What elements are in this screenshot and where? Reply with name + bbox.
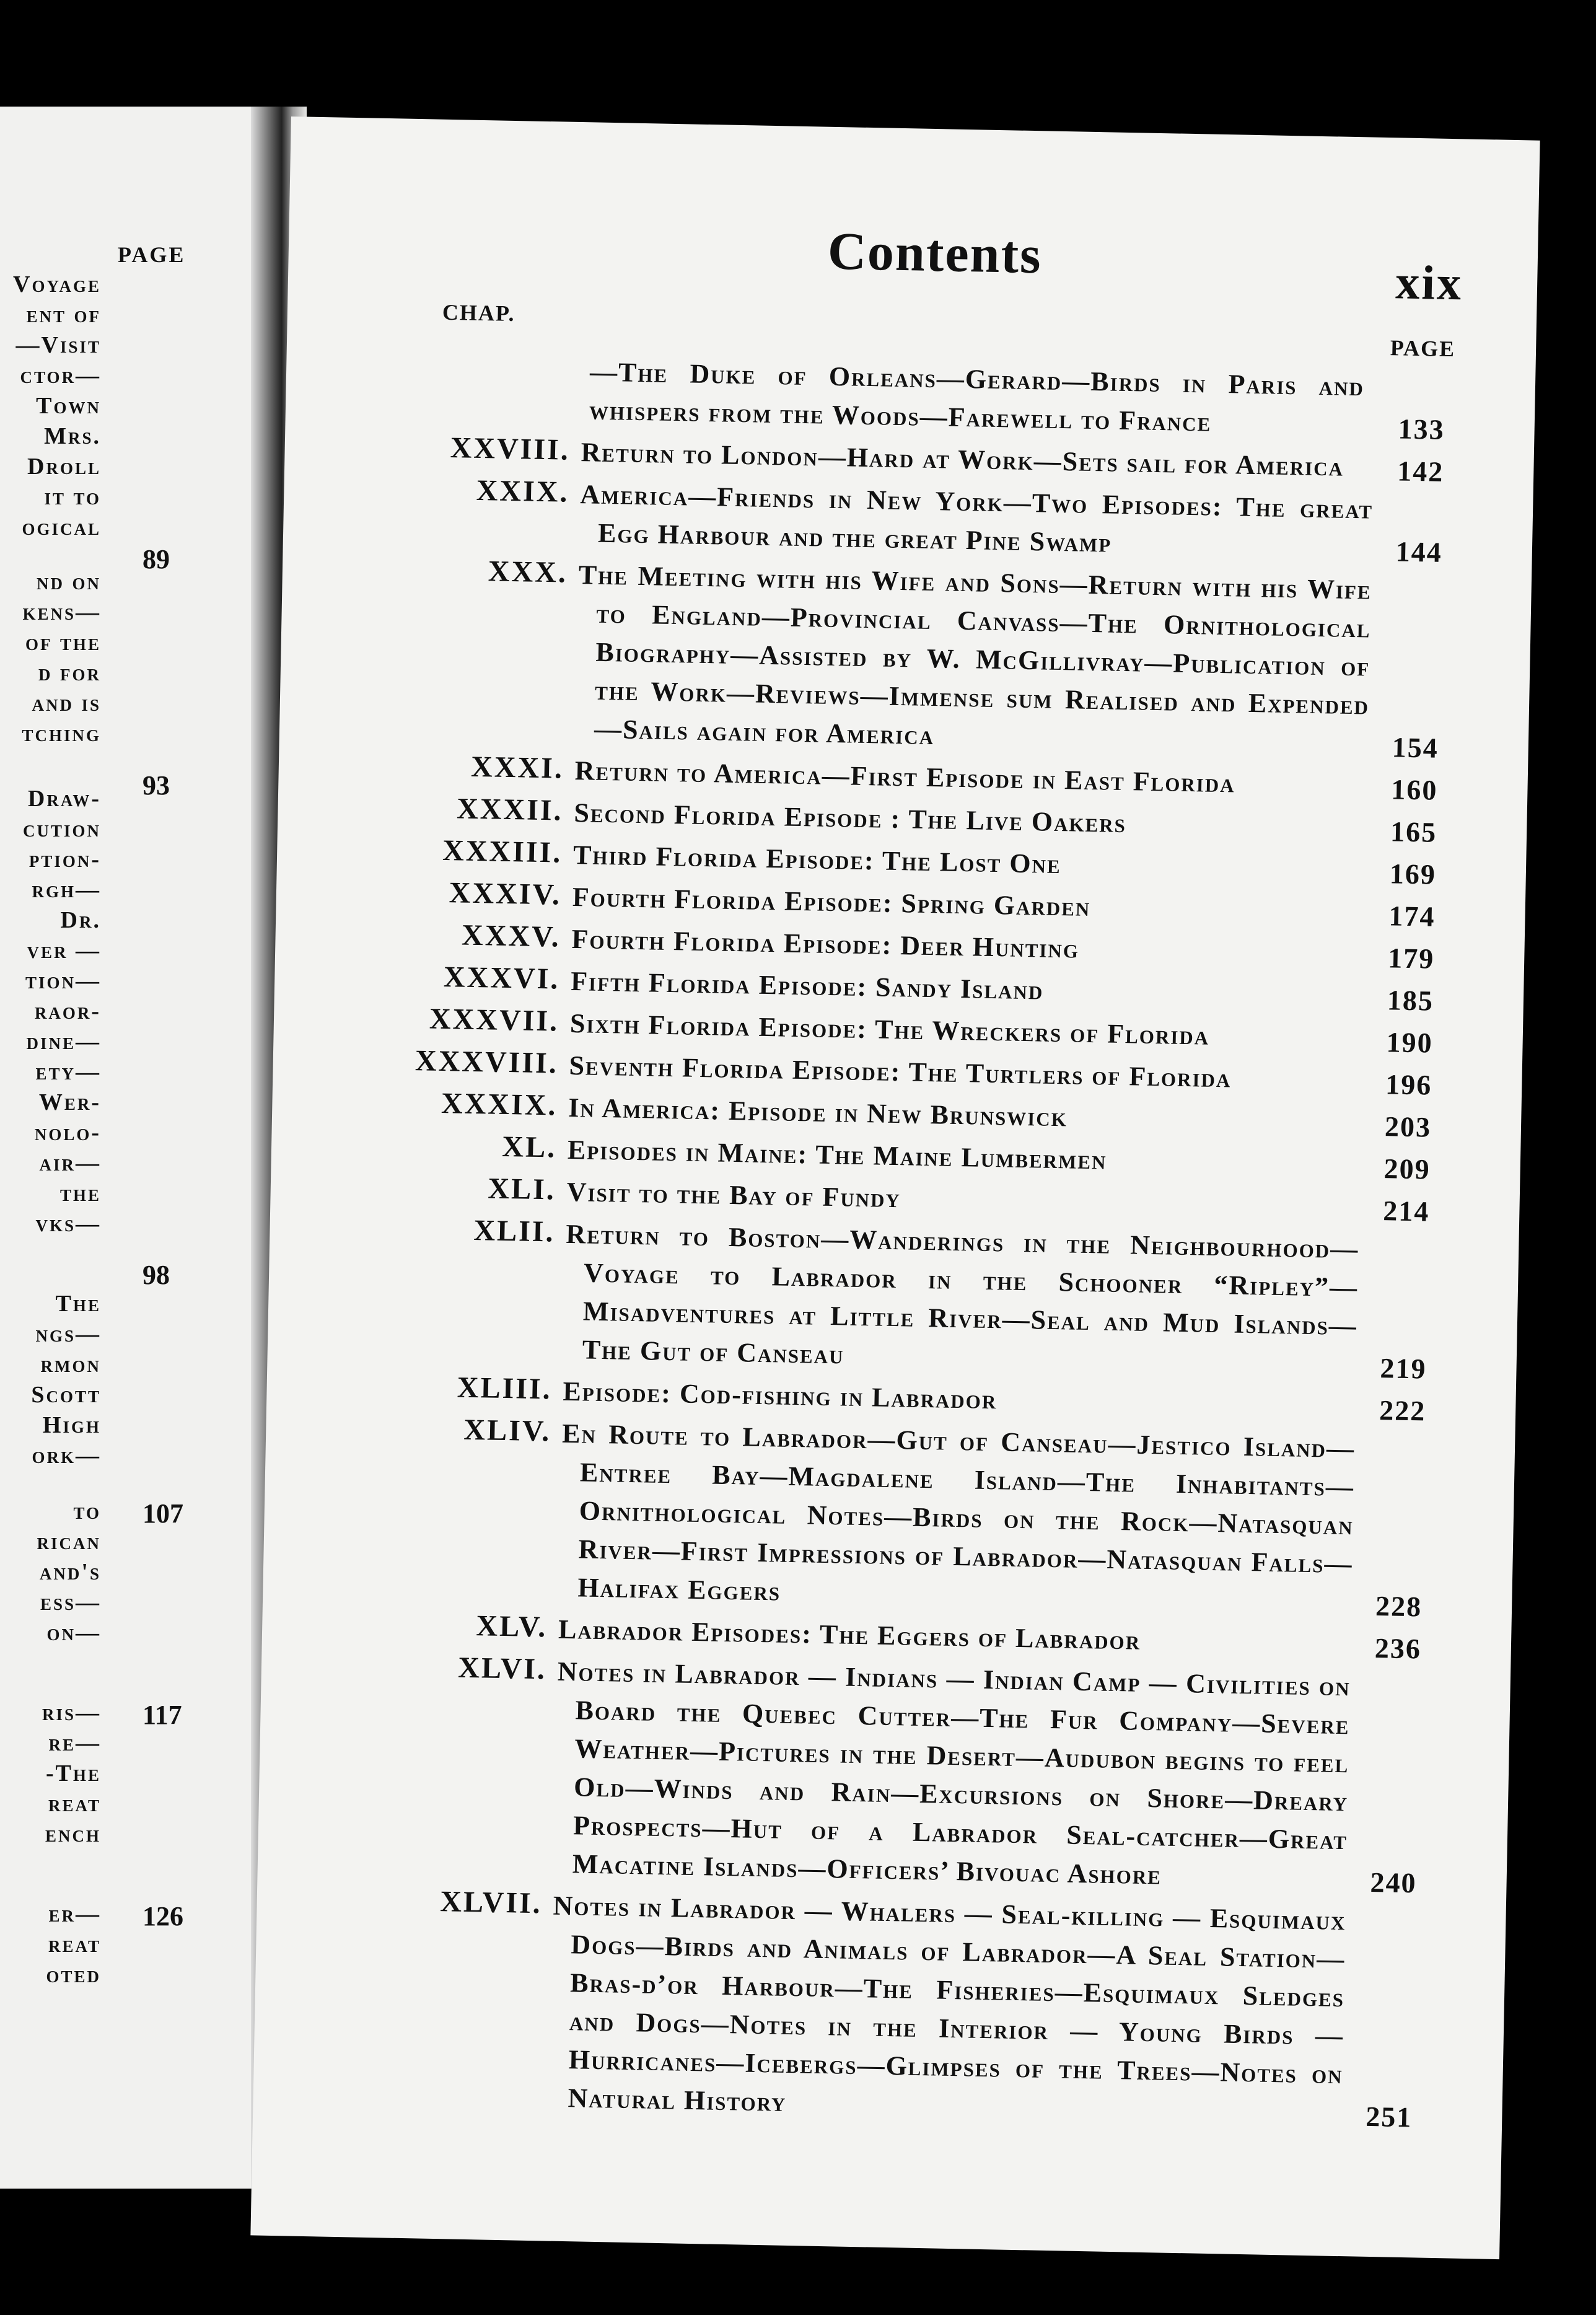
chapter-number: XLV. bbox=[476, 1609, 548, 1644]
chapter-title: In America: Episode in New Brunswick bbox=[568, 1092, 1068, 1133]
chapter-number: XXXIII. bbox=[442, 833, 563, 869]
chapter-number: XXXIX. bbox=[441, 1086, 558, 1122]
running-title: Contents bbox=[827, 221, 1043, 285]
chapter-number: XXXV. bbox=[461, 918, 561, 954]
chapter-title: —The Duke of Orleans—Gerard—Birds in Paris and whispers from the Woods—Farewell to France bbox=[589, 356, 1365, 437]
page-number: 240 bbox=[1370, 1866, 1418, 1899]
contents-entry bbox=[253, 1881, 1506, 2135]
left-page-line-fragment: Town bbox=[36, 393, 101, 419]
chapter-title: En Route to Labrador—Gut of Canseau—Jestico Island—Entree Bay—Magdalene Island—The Inhabitants—Ornithological Notes—Birds on the Rock—Natasquan River—First Impressions of Labrador—Natasquan Falls—Halifax Eggers bbox=[561, 1418, 1356, 1607]
left-page-line-fragment: ety— bbox=[35, 1059, 101, 1085]
left-page-line-fragment: raor- bbox=[34, 998, 101, 1024]
chapter-number: XLII. bbox=[473, 1213, 556, 1249]
page-number: 209 bbox=[1383, 1153, 1431, 1185]
page-folio: xix bbox=[1395, 255, 1464, 310]
page-number: 219 bbox=[1380, 1352, 1427, 1385]
chapter-title: Fourth Florida Episode: Spring Garden bbox=[572, 881, 1091, 923]
chapter-number: XLVI. bbox=[457, 1651, 547, 1686]
left-page-line-fragment: Droll bbox=[27, 454, 101, 480]
left-page-line-fragment: The bbox=[55, 1291, 101, 1317]
page-number: 174 bbox=[1388, 900, 1436, 933]
left-page-line-fragment: nd on bbox=[37, 569, 101, 595]
page-number: 228 bbox=[1375, 1590, 1423, 1623]
left-page-line-fragment: and is bbox=[32, 690, 101, 716]
left-page-line-fragment: on— bbox=[46, 1620, 101, 1646]
chapter-number: XLVII. bbox=[439, 1885, 543, 1920]
left-page-line-fragment: ench bbox=[45, 1821, 101, 1847]
left-page-line-fragment: d for bbox=[38, 660, 101, 686]
chapter-number: XLIII. bbox=[457, 1371, 553, 1406]
page-number: 165 bbox=[1390, 815, 1437, 848]
left-page-line-fragment: it to bbox=[44, 484, 101, 510]
left-page-line-fragment: air— bbox=[39, 1150, 101, 1176]
page-number: 169 bbox=[1389, 858, 1437, 890]
chapter-title: Return to Boston—Wanderings in the Neighbourhood—Voyage to Labrador in the Schooner “Ripley”—Misadventures at Little River—Seal and Mud Islands—The Gut of Canseau bbox=[565, 1218, 1359, 1370]
chapter-title: Third Florida Episode: The Lost One bbox=[572, 839, 1062, 880]
page-number: 222 bbox=[1379, 1394, 1426, 1427]
page-number: 251 bbox=[1365, 2100, 1413, 2133]
page-number: 144 bbox=[1395, 535, 1443, 568]
chapter-title: Episodes in Maine: The Maine Lumbermen bbox=[567, 1134, 1107, 1175]
chapter-title: Second Florida Episode : The Live Oakers bbox=[574, 797, 1127, 839]
page-number: 196 bbox=[1385, 1068, 1432, 1101]
left-page-line-fragment: dine— bbox=[26, 1029, 101, 1055]
left-page-number: 89 bbox=[142, 544, 170, 574]
left-page bbox=[0, 107, 278, 2189]
chapter-title: America—Friends in New York—Two Episodes: The great Egg Harbour and the great Pine Swamp bbox=[579, 479, 1374, 558]
chapter-number: XXXVII. bbox=[429, 1002, 559, 1038]
left-page-line-fragment: ess— bbox=[40, 1589, 101, 1615]
left-page-line-fragment: ris— bbox=[42, 1700, 101, 1726]
left-page-line-fragment: rgh— bbox=[32, 877, 101, 903]
left-page-line-fragment: oted bbox=[46, 1962, 101, 1988]
chapter-number bbox=[287, 347, 572, 353]
page-number: 190 bbox=[1386, 1026, 1434, 1059]
page-number: 185 bbox=[1387, 984, 1434, 1017]
left-page-number: 98 bbox=[142, 1260, 170, 1290]
chapter-title: The Meeting with his Wife and Sons—Return with his Wife to England—Provincial Canvass—The Ornithological Biography—Assisted by W. McGillivray—Publication of the Work—Reviews—Immense sum Realised and Expended—Sails again for America bbox=[578, 560, 1372, 751]
page-column-label: PAGE bbox=[1390, 335, 1456, 362]
chapter-number: XL. bbox=[501, 1130, 557, 1164]
chapter-title: Labrador Episodes: The Eggers of Labrador bbox=[558, 1614, 1141, 1656]
left-page-line-fragment: Dr. bbox=[60, 907, 101, 933]
chapter-number: XXVIII. bbox=[450, 431, 571, 467]
chapter-number: XXIX. bbox=[476, 473, 569, 509]
left-page-line-fragment: —Visit bbox=[15, 332, 101, 358]
page-number: 214 bbox=[1382, 1195, 1430, 1228]
page-number: 154 bbox=[1392, 731, 1439, 764]
left-page-line-fragment: ent of bbox=[26, 302, 101, 328]
left-page-line-fragment: High bbox=[42, 1412, 101, 1438]
chapter-title: Return to America—First Episode in East Florida bbox=[574, 755, 1236, 799]
left-page-line-fragment: ork— bbox=[32, 1443, 101, 1469]
left-page-line-fragment: reat bbox=[48, 1791, 101, 1817]
chapter-title: Return to London—Hard at Work—Sets sail for America bbox=[581, 437, 1344, 482]
contents-entry bbox=[267, 1210, 1519, 1387]
page-number: 179 bbox=[1387, 942, 1435, 975]
left-page-line-fragment: tching bbox=[22, 721, 101, 747]
page-number: 203 bbox=[1384, 1110, 1432, 1143]
left-page-line-fragment: Wer- bbox=[38, 1089, 101, 1115]
chapter-title: Sixth Florida Episode: The Wreckers of Florida bbox=[569, 1008, 1210, 1051]
contents-entry bbox=[257, 1647, 1510, 1902]
chapter-number: XXXVI. bbox=[443, 960, 560, 996]
chapter-title: Visit to the Bay of Fundy bbox=[566, 1176, 901, 1214]
contents-entry bbox=[263, 1409, 1515, 1625]
left-page-line-fragment: Draw- bbox=[27, 786, 101, 812]
left-page-line-fragment: rican bbox=[37, 1529, 101, 1555]
chapter-number: XXX. bbox=[488, 555, 568, 589]
page-number: 160 bbox=[1390, 773, 1438, 806]
page-number: 142 bbox=[1396, 455, 1444, 488]
left-page-line-fragment: nolo- bbox=[34, 1120, 101, 1146]
chapter-number: XXXIV. bbox=[449, 876, 562, 912]
left-page-line-fragment: ngs— bbox=[35, 1321, 101, 1347]
left-page-line-fragment: er— bbox=[48, 1901, 101, 1927]
contents-list bbox=[253, 347, 1535, 2139]
left-page-line-fragment: and's bbox=[39, 1559, 101, 1585]
left-page-number: 107 bbox=[142, 1498, 183, 1529]
left-page-line-fragment: the bbox=[59, 1180, 101, 1206]
left-page-line-fragment: reat bbox=[48, 1931, 101, 1957]
left-page-line-fragment: -The bbox=[45, 1760, 101, 1786]
chapter-title: Notes in Labrador — Whalers — Seal-killing — Esquimaux Dogs—Birds and Animals of Labrador—A Seal Station—Bras-d’or Harbour—The Fisheries—Esquimaux Sledges and Dogs—Notes in the Interior — Young Birds — Hurricanes—Icebergs—Glimpses of the Trees—Notes on Natural History bbox=[553, 1890, 1346, 2117]
left-page-line-fragment: ver — bbox=[27, 938, 101, 964]
left-page-line-fragment: rmon bbox=[40, 1351, 101, 1377]
chapter-number: XXXII. bbox=[456, 792, 564, 827]
left-page-line-fragment: ogical bbox=[22, 514, 101, 540]
left-page-line-fragment: Mrs. bbox=[44, 423, 101, 449]
right-page bbox=[250, 116, 1540, 2259]
page-number: 133 bbox=[1398, 413, 1445, 446]
left-page-line-fragment: Voyage bbox=[13, 271, 101, 297]
left-page-number: 93 bbox=[142, 770, 170, 801]
left-page-line-fragment: to bbox=[73, 1498, 101, 1524]
chapter-title: Seventh Florida Episode: The Turtlers of Florida bbox=[569, 1050, 1232, 1094]
page-number: 236 bbox=[1374, 1632, 1422, 1665]
left-page-header: PAGE bbox=[118, 242, 186, 267]
chapter-number: XXXI. bbox=[470, 750, 564, 785]
left-page-line-fragment: ctor— bbox=[20, 362, 101, 389]
left-page-number: 117 bbox=[142, 1700, 182, 1730]
left-page-line-fragment: ption- bbox=[28, 846, 101, 872]
chapter-title: Fourth Florida Episode: Deer Hunting bbox=[571, 923, 1080, 964]
chapter-title: Fifth Florida Episode: Sandy Island bbox=[570, 965, 1044, 1006]
left-page-line-fragment: vks— bbox=[35, 1211, 101, 1237]
left-page-line-fragment: of the bbox=[25, 630, 101, 656]
left-page-line-fragment: kens— bbox=[22, 599, 101, 625]
chapter-number: XLIV. bbox=[463, 1413, 551, 1448]
chapter-number: XXXVIII. bbox=[414, 1044, 559, 1080]
left-page-line-fragment: re— bbox=[48, 1730, 101, 1756]
left-page-line-fragment: cution bbox=[22, 816, 101, 842]
left-page-line-fragment: Scott bbox=[31, 1382, 101, 1408]
chapter-number: XLI. bbox=[487, 1172, 556, 1206]
left-page-number: 126 bbox=[142, 1901, 183, 1931]
chapter-title: Notes in Labrador — Indians — Indian Camp — Civilities on Board the Quebec Cutter—The Fur Company—Severe Weather—Pictures in the Desert—Audubon begins to feel Old—Winds and Rain—Excursions on Shore—Dreary Prospects—Hut of a Labrador Seal-catcher—Great Macatine Islands—Officers’ Bivouac Ashore bbox=[557, 1656, 1351, 1891]
contents-entry bbox=[279, 550, 1532, 767]
chap-column-label: CHAP. bbox=[442, 299, 516, 326]
left-page-line-fragment: tion— bbox=[25, 968, 101, 994]
chapter-title: Episode: Cod-fishing in Labrador bbox=[563, 1376, 998, 1415]
